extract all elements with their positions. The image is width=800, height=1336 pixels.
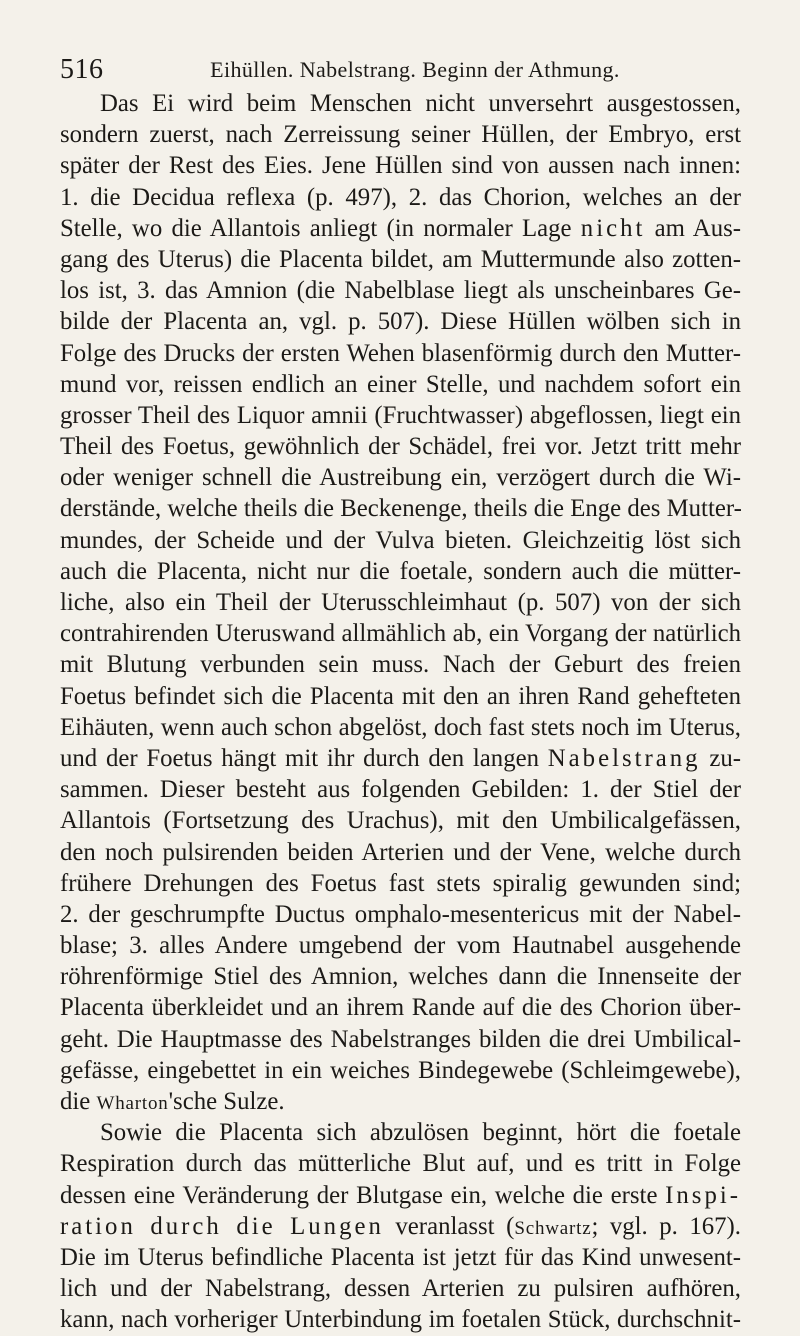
author-name-schwartz: Schwartz [514, 1217, 592, 1239]
text-line: Respiration durch das mütterliche Blut auf, und es tritt in Folge [60, 1150, 741, 1178]
text-line: und der Foetus hängt mit ihr durch den langen Nabelstrang zu- [60, 744, 741, 772]
emphasis-inspiration-cont: ration durch die Lungen [60, 1212, 384, 1240]
text-line: 1. die Decidua reflexa (p. 497), 2. das Chorion, welches an der [60, 183, 741, 211]
text-line: auch die Placenta, nicht nur die foetale, sondern auch die mütter- [60, 557, 741, 585]
text-line: den noch pulsirenden beiden Arterien und der Vene, welche durch [60, 838, 741, 866]
text-line: 2. der geschrumpfte Ductus omphalo-mesentericus mit der Nabel- [60, 900, 741, 928]
text-line: grosser Theil des Liquor amnii (Fruchtwasser) abgeflossen, liegt ein [60, 401, 741, 429]
text-line: sammen. Dieser besteht aus folgenden Gebilden: 1. der Stiel der [60, 776, 741, 804]
paragraph [60, 88, 741, 1117]
emphasis-inspiration: Inspi- [665, 1181, 741, 1209]
text-line: mit Blutung verbunden sein muss. Nach der Geburt des freien [60, 651, 741, 679]
text-line: frühere Drehungen des Foetus fast stets spiralig gewunden sind; [60, 869, 741, 897]
text-line: geht. Die Hauptmasse des Nabelstranges bilden die drei Umbilical- [60, 1025, 741, 1053]
text-line: liche, also ein Theil der Uterusschleimhaut (p. 507) von der sich [60, 589, 741, 616]
text-line: derstände, welche theils die Beckenenge, theils die Enge des Mutter- [60, 495, 742, 523]
page-number: 516 [60, 54, 104, 85]
text-line: lich und der Nabelstrang, dessen Arterien zu pulsiren aufhören, [60, 1275, 741, 1303]
text-line: mund vor, reissen endlich an einer Stelle, und nachdem sofort ein [60, 370, 741, 398]
text-line: Stelle, wo die Allantois anliegt (in normaler Lage nicht am Aus- [60, 214, 741, 242]
text-line: Die im Uterus befindliche Placenta ist jetzt für das Kind unwesent- [60, 1243, 741, 1271]
text-line: los ist, 3. das Amnion (die Nabelblase liegt als unscheinbares Ge- [60, 277, 741, 305]
text-line: gefässe, eingebettet in ein weiches Bindegewebe (Schleimgewebe), [60, 1056, 741, 1084]
text-line: blase; 3. alles Andere umgebend der vom Hautnabel ausgehende [60, 932, 741, 960]
text-line: ration durch die Lungen veranlasst (Schwartz; vgl. p. 167). [60, 1212, 742, 1240]
page-header [60, 52, 740, 88]
text-line: oder weniger schnell die Austreibung ein, verzögert durch die Wi- [60, 464, 741, 492]
running-head: Eihüllen. Nabelstrang. Beginn der Athmung. [210, 57, 620, 82]
emphasis-nicht: nicht [580, 214, 646, 242]
text-line: gang des Uterus) die Placenta bildet, am Muttermunde also zotten- [60, 245, 741, 273]
text-line: dessen eine Veränderung der Blutgase ein, welche die erste Inspi- [60, 1181, 741, 1209]
text-line: röhrenförmige Stiel des Amnion, welches dann die Innenseite der [60, 963, 741, 991]
text-line: Das Ei wird beim Menschen nicht unversehrt ausgestossen, [100, 90, 741, 117]
text-line: später der Rest des Eies. Jene Hüllen sind von aussen nach innen: [60, 152, 741, 180]
paragraph [60, 1117, 741, 1335]
body-text [60, 88, 741, 1336]
author-name-wharton: Wharton [96, 1093, 169, 1114]
text-line: die Wharton'sche Sulze. [60, 1088, 285, 1115]
text-line: sondern zuerst, nach Zerreissung seiner Hüllen, der Embryo, erst [60, 121, 741, 149]
text-line: contrahirenden Uteruswand allmählich ab, ein Vorgang der natürlich [60, 620, 741, 648]
text-line: Folge des Drucks der ersten Wehen blasenförmig durch den Mutter- [60, 339, 741, 367]
text-line: Allantois (Fortsetzung des Urachus), mit den Umbilicalgefässen, [60, 807, 741, 835]
text-line: kann, nach vorheriger Unterbindung im foetalen Stück, durchschnit- [60, 1306, 741, 1334]
text-line: bilde der Placenta an, vgl. p. 507). Diese Hüllen wölben sich in [60, 308, 741, 336]
text-line: Theil des Foetus, gewöhnlich der Schädel, frei vor. Jetzt tritt mehr [60, 433, 741, 461]
emphasis-nabelstrang: Nabelstrang [547, 744, 701, 772]
text-line: Foetus befindet sich die Placenta mit den an ihren Rand gehefteten [60, 682, 741, 710]
text-line: Sowie die Placenta sich abzulösen beginnt, hört die foetale [100, 1119, 741, 1147]
text-line: Placenta überkleidet und an ihrem Rande auf die des Chorion über- [60, 994, 741, 1022]
text-line: mundes, der Scheide und der Vulva bieten. Gleichzeitig löst sich [60, 526, 741, 554]
text-line: Eihäuten, wenn auch schon abgelöst, doch fast stets noch im Uterus, [60, 713, 741, 741]
